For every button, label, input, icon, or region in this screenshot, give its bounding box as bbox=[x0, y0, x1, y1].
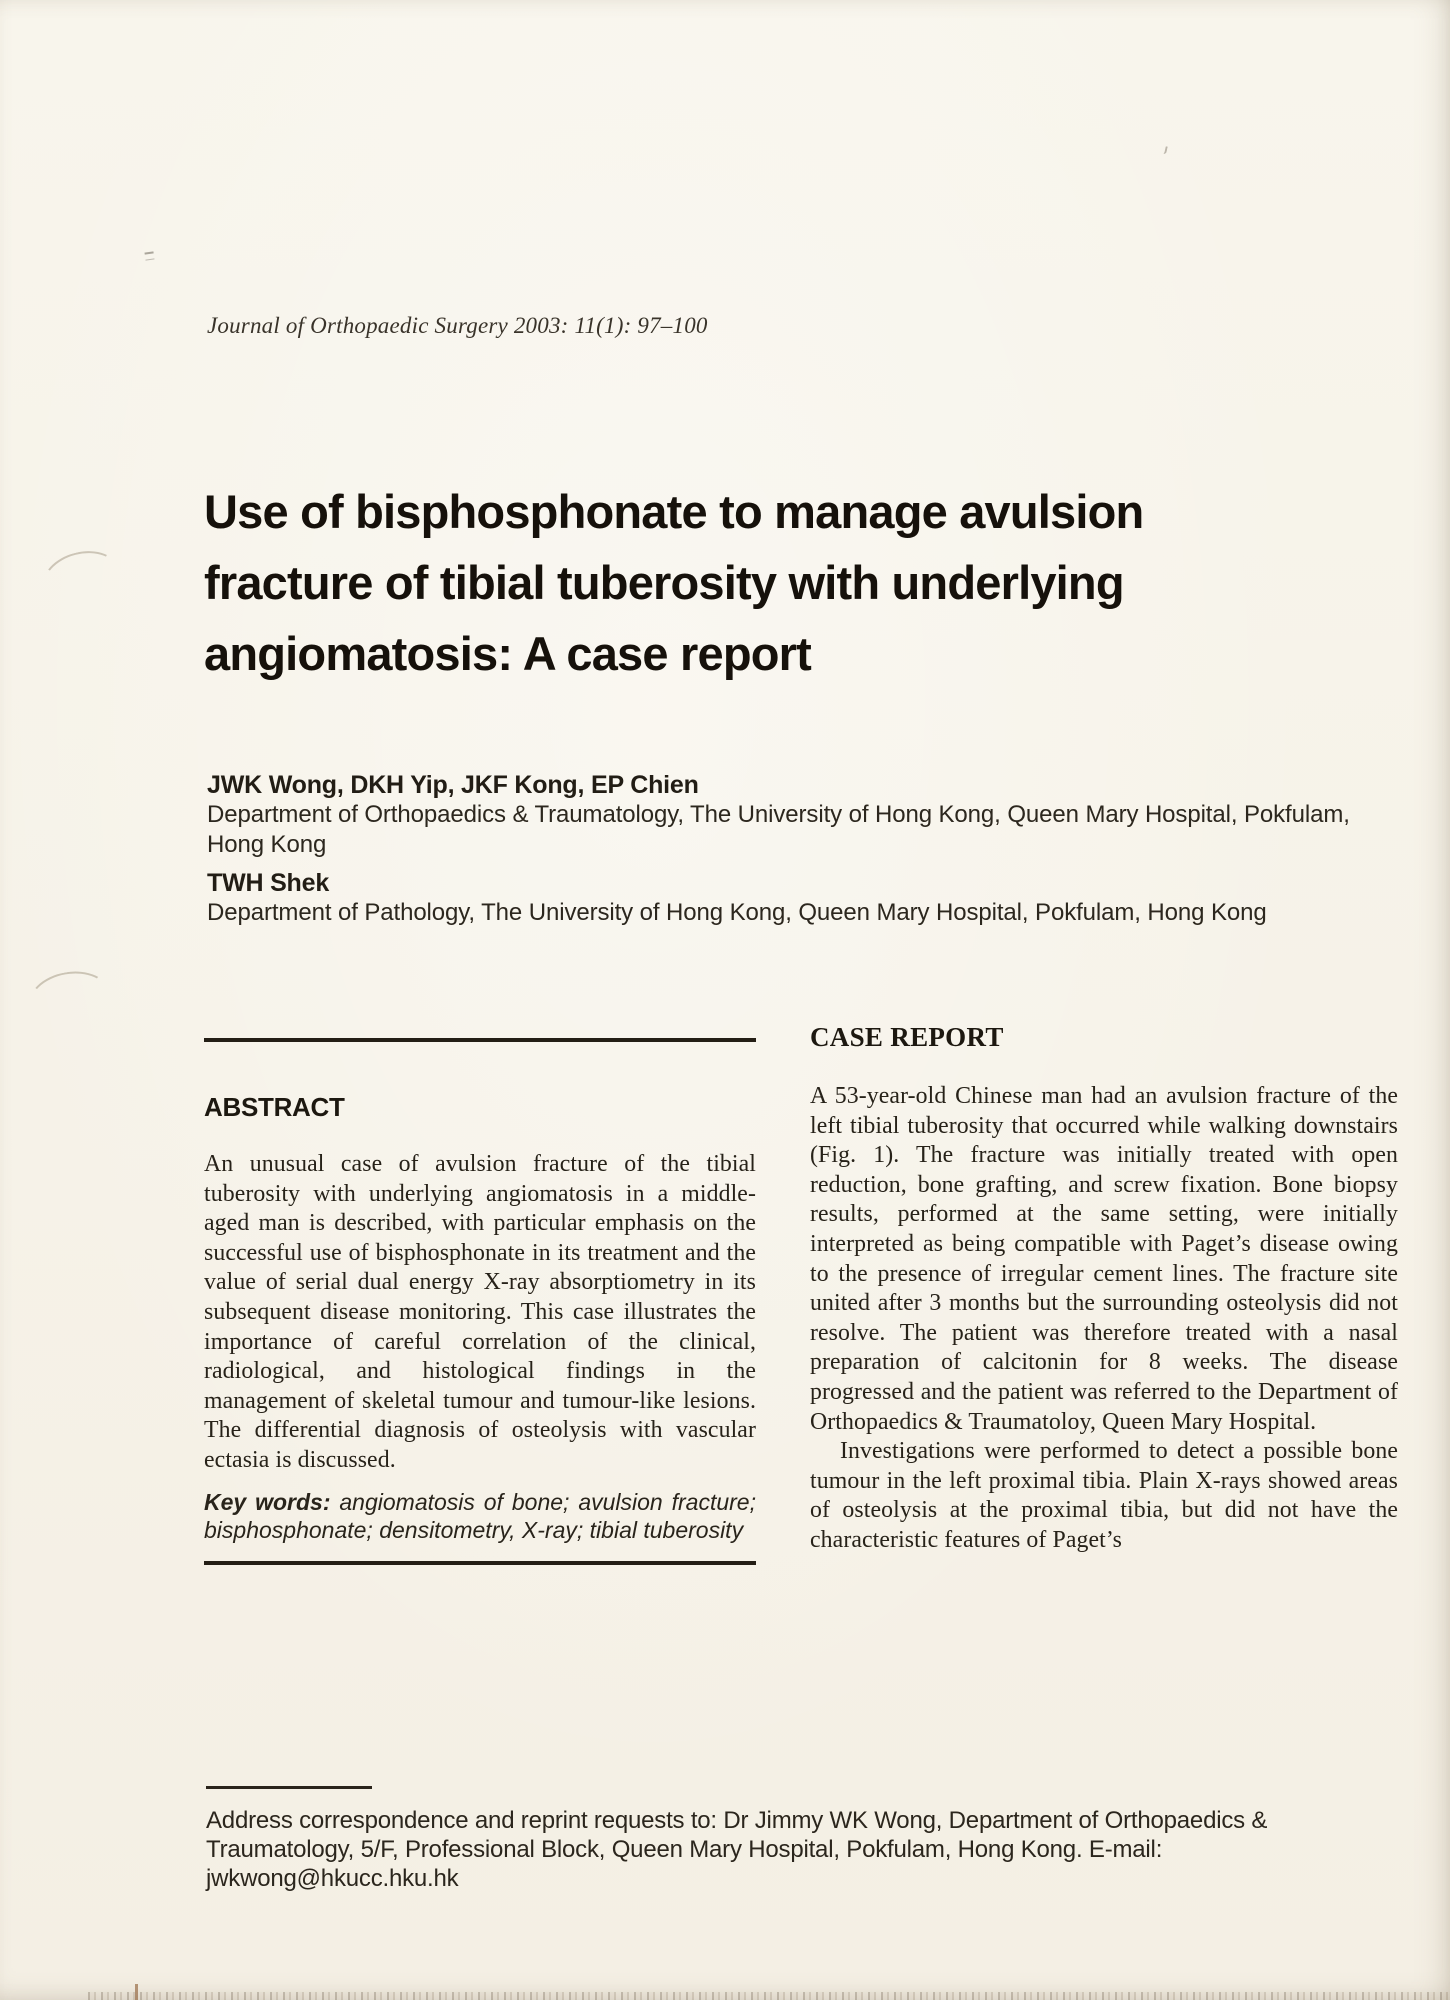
case-report-paragraph-2: Investigations were performed to detect a possible bone tumour in the left proximal tibia. Plain X-rays showed areas of osteolysis at the proximal tibia, but did not have the characteristic features of Paget’s bbox=[810, 1438, 1398, 1553]
case-report-column bbox=[810, 1022, 1398, 1556]
paper-title bbox=[204, 476, 1334, 689]
author-affiliation-1: Department of Orthopaedics & Traumatology, The University of Hong Kong, Queen Mary Hospital, Pokfulam, Hong Kong bbox=[207, 801, 1350, 858]
authors-block bbox=[207, 770, 1407, 936]
scan-edge-tick bbox=[135, 1984, 138, 2000]
keywords-label: Key words: bbox=[204, 1489, 331, 1515]
author-names-group-2: TWH Shek bbox=[207, 869, 330, 897]
scan-edge-artifact bbox=[88, 1992, 1450, 2000]
title-line-2: fracture of tibial tuberosity with underlying bbox=[204, 556, 1124, 609]
case-report-heading: CASE REPORT bbox=[810, 1022, 1004, 1052]
scan-speck-icon bbox=[144, 251, 154, 260]
scan-speck-icon bbox=[1161, 146, 1168, 155]
paper-curl-mark bbox=[36, 543, 127, 617]
author-names-group-1: JWK Wong, DKH Yip, JKF Kong, EP Chien bbox=[207, 771, 699, 799]
paper-curl-mark bbox=[24, 965, 117, 1037]
case-report-paragraph-1: A 53-year-old Chinese man had an avulsion fracture of the left tibial tuberosity that occurred while walking downstairs (Fig. 1). The fracture was initially treated with open reduction, bone grafting, and screw fixation. Bone biopsy results, performed at the same setting, were initially interpreted as being compatible with Paget’s disease owing to the presence of irregular cement lines. The fracture site united after 3 months but the surrounding osteolysis did not resolve. The patient was therefore treated with a nasal preparation of calcitonin for 8 weeks. The disease progressed and the patient was referred to the Department of Orthopaedics & Traumatoloy, Queen Mary Hospital. bbox=[810, 1083, 1398, 1435]
journal-citation: Journal of Orthopaedic Surgery 2003: 11(1): 97–100 bbox=[207, 313, 708, 338]
abstract-column bbox=[204, 1030, 756, 1543]
keywords-line bbox=[204, 1488, 756, 1544]
abstract-heading: ABSTRACT bbox=[204, 1092, 345, 1122]
correspondence-note: Address correspondence and reprint requests to: Dr Jimmy WK Wong, Department of Orthopaedics & Traumatology, 5/F, Professional Block, Queen Mary Hospital, Pokfulam, Hong Kong. E-mail: jwkwong@hkucc.hku.hk bbox=[206, 1807, 1268, 1892]
title-line-1: Use of bisphosphonate to manage avulsion bbox=[204, 485, 1144, 538]
correspondence-rule bbox=[206, 1786, 372, 1789]
keywords-list: angiomatosis of bone; avulsion fracture; bisphosphonate; densitometry, X-ray; tibial tuberosity bbox=[204, 1489, 756, 1543]
author-affiliation-2: Department of Pathology, The University of Hong Kong, Queen Mary Hospital, Pokfulam, Hong Kong bbox=[207, 899, 1267, 926]
abstract-top-rule bbox=[204, 1038, 756, 1042]
title-line-3: angiomatosis: A case report bbox=[204, 627, 811, 680]
abstract-body: An unusual case of avulsion fracture of the tibial tuberosity with underlying angiomatosis in a middle-aged man is described, with particular emphasis on the successful use of bisphosphonate in its treatment and the value of serial dual energy X-ray absorptiometry in its subsequent disease monitoring. This case illustrates the importance of careful correlation of the clinical, radiological, and histological findings in the management of skeletal tumour and tumour-like lesions. The differential diagnosis of osteolysis with vascular ectasia is discussed. bbox=[204, 1151, 756, 1473]
abstract-bottom-rule bbox=[204, 1561, 756, 1565]
